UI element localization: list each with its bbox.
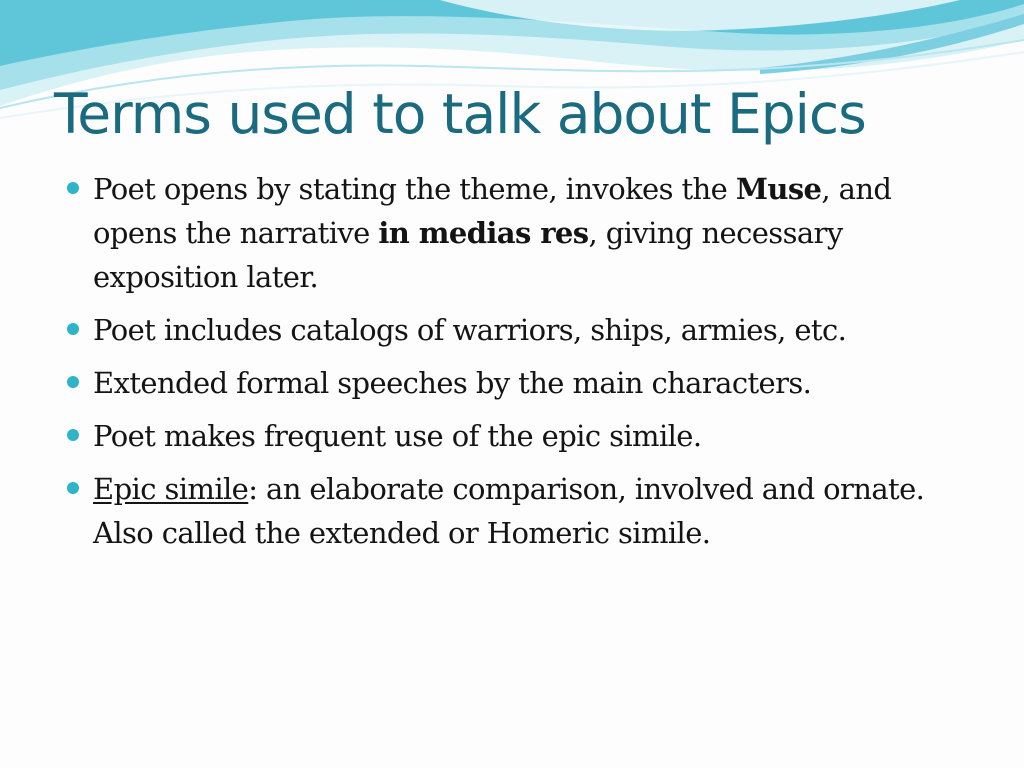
- bullet-dot-icon: [67, 376, 79, 388]
- bullet-text: Extended formal speeches by the main characters.: [93, 366, 812, 400]
- muse-term: Muse: [735, 172, 822, 206]
- bullet-item-epic-simile-use: [66, 414, 966, 458]
- bullet-item-catalogs: [66, 308, 966, 352]
- bullet-dot-icon: [67, 429, 79, 441]
- bullet-text: Poet makes frequent use of the epic simile.: [93, 419, 702, 453]
- slide-title: Terms used to talk about Epics: [54, 82, 866, 146]
- bullet-text: , and opens the narrative: [93, 172, 892, 250]
- in-medias-res-term: in medias res: [378, 216, 589, 250]
- bullet-item-speeches: [66, 361, 966, 405]
- bullet-item-opening: [66, 167, 966, 299]
- bullet-dot-icon: [67, 182, 79, 194]
- epic-simile-term: Epic simile: [93, 472, 249, 506]
- bullet-list: [66, 167, 966, 564]
- bullet-dot-icon: [67, 323, 79, 335]
- bullet-item-epic-simile-definition: [66, 467, 966, 555]
- bullet-text: Poet opens by stating the theme, invokes the: [93, 172, 736, 206]
- bullet-text: : an elaborate comparison, involved and ornate. Also called the extended or Homeric simile.: [93, 472, 925, 550]
- bullet-dot-icon: [67, 482, 79, 494]
- bullet-text: , giving necessary exposition later.: [93, 216, 843, 294]
- bullet-text: Poet includes catalogs of warriors, ships, armies, etc.: [93, 313, 847, 347]
